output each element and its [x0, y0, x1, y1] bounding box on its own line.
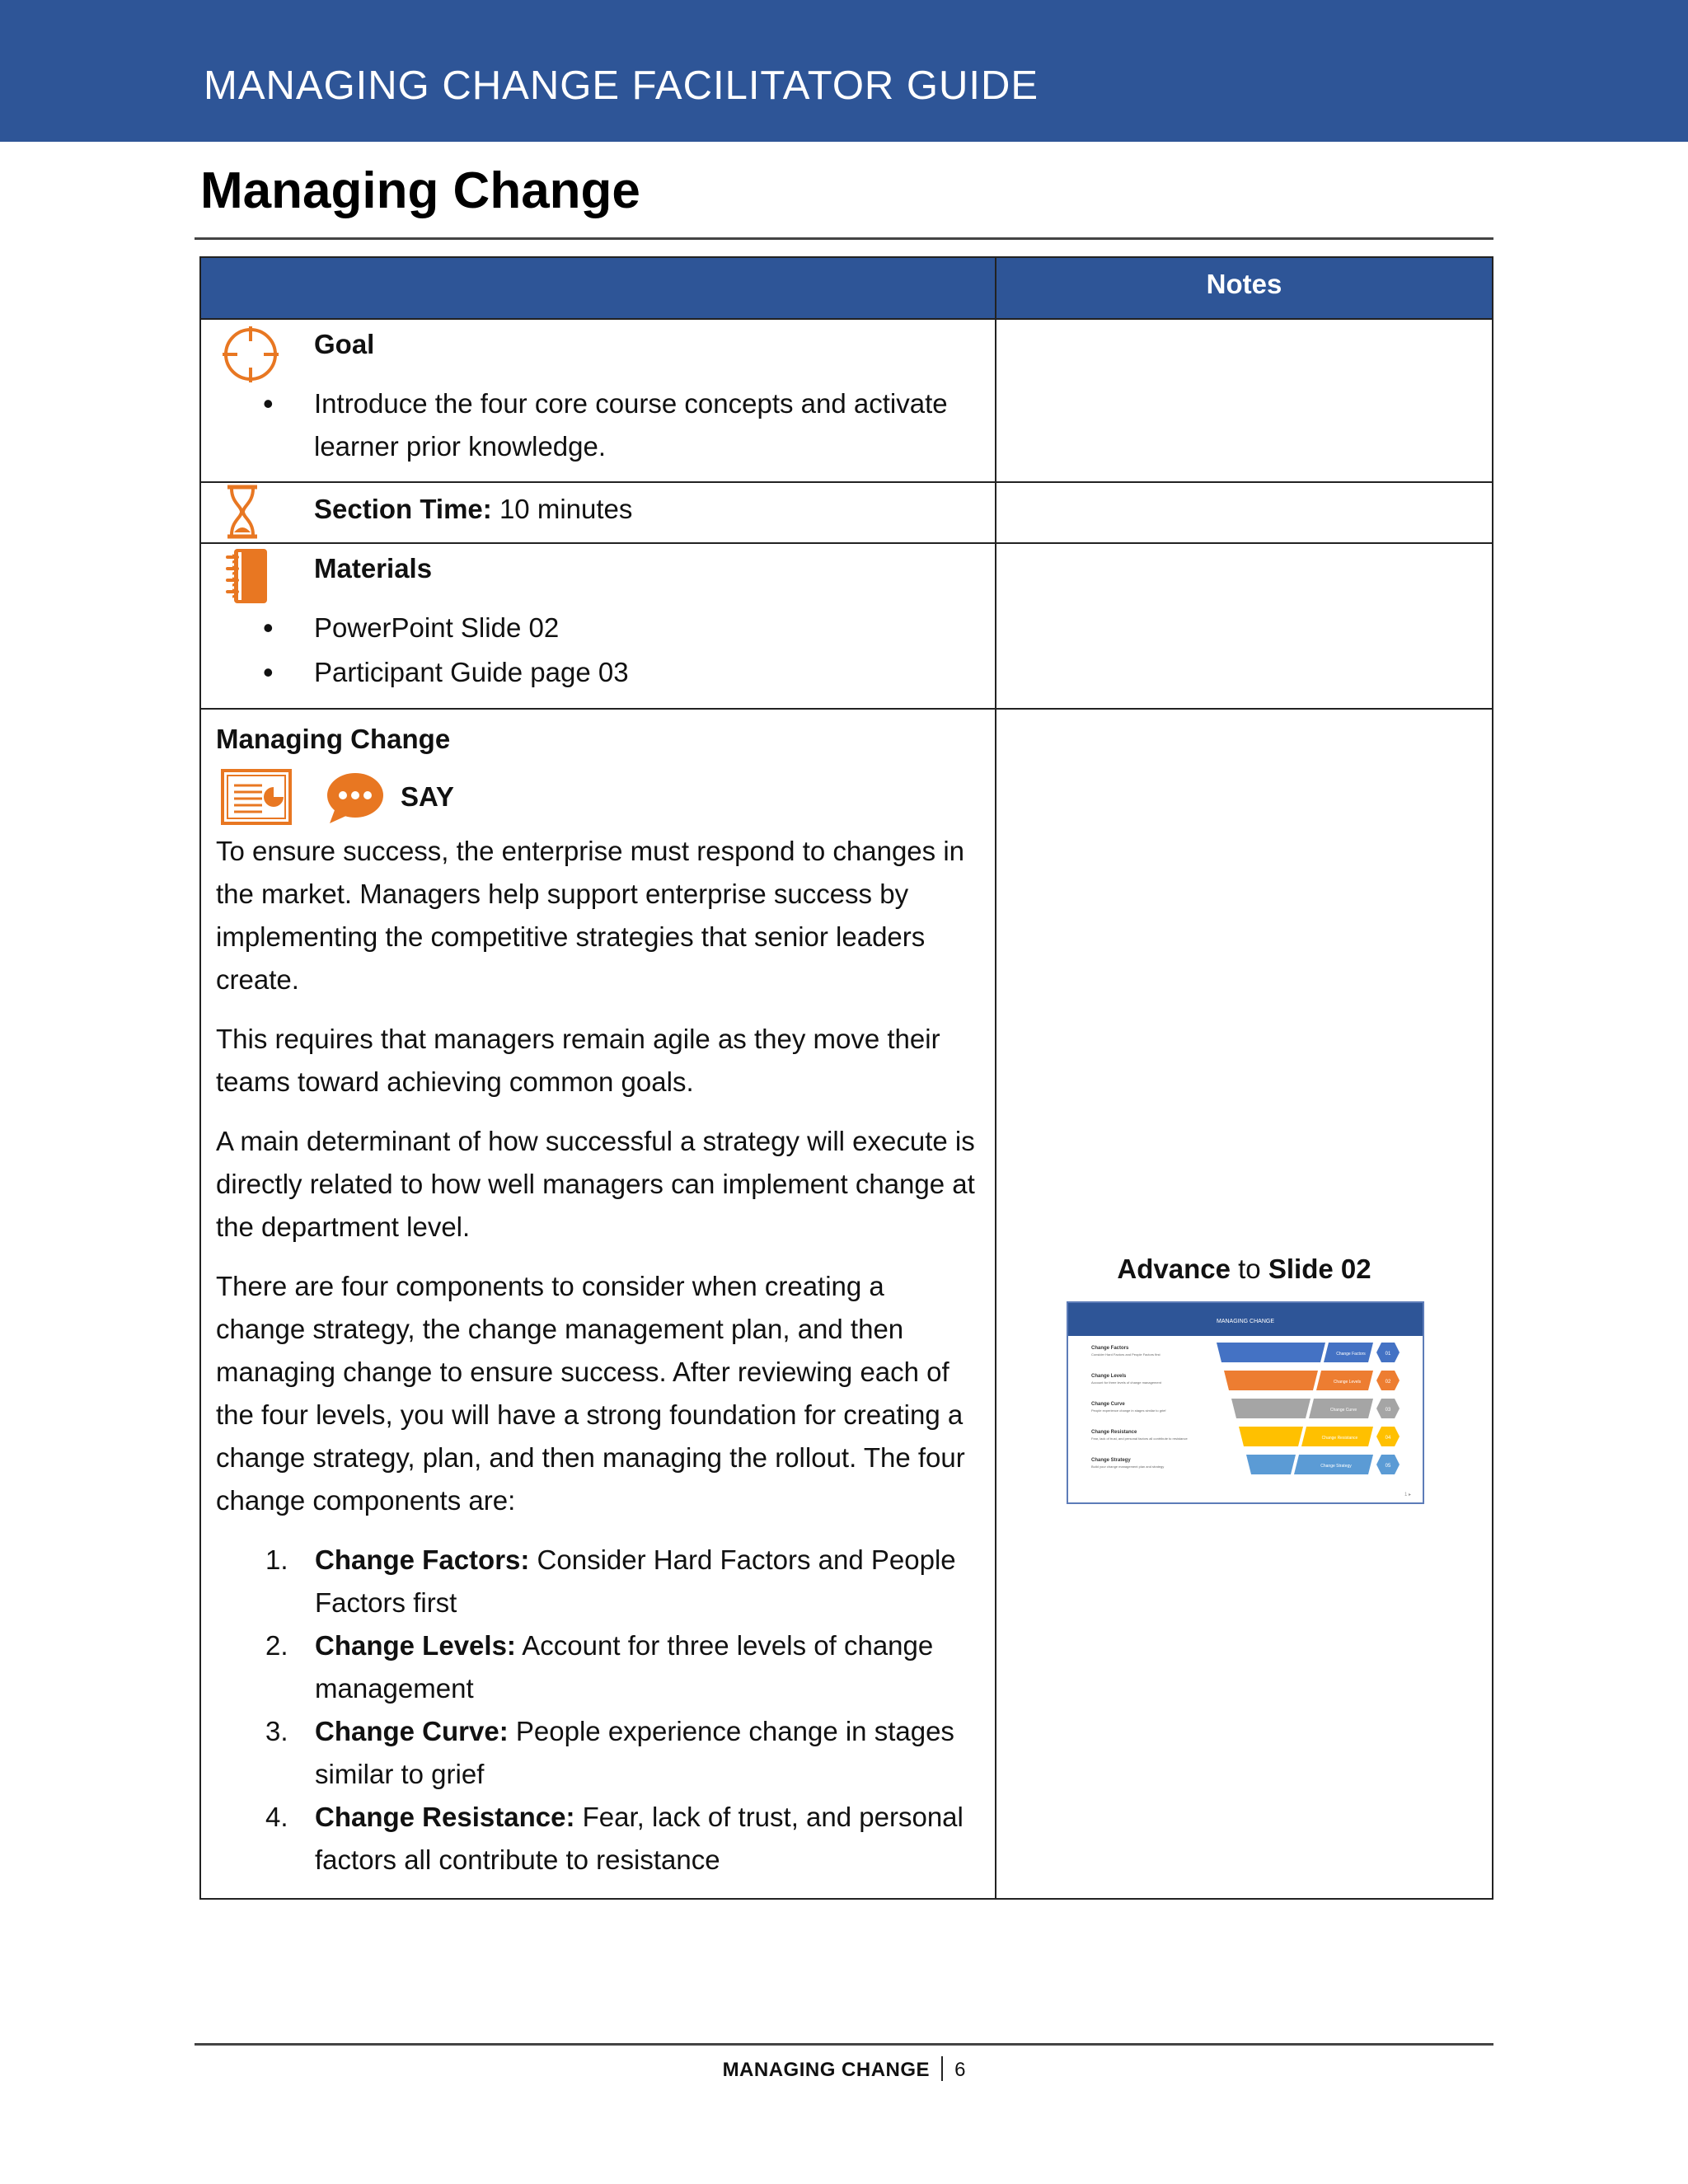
thumb-row-sub: Consider Hard Factors and People Factors first: [1091, 1352, 1160, 1357]
header-bar: [0, 0, 1688, 142]
section-time-value: 10 minutes: [499, 494, 633, 524]
list-term: Change Factors:: [315, 1544, 530, 1575]
goal-notes-cell: [996, 319, 1493, 482]
thumb-row-heading: Change Curve: [1091, 1402, 1125, 1407]
thumb-row-heading: Change Resistance: [1091, 1430, 1137, 1435]
heading-divider: [195, 237, 1493, 240]
content-title: Managing Change: [216, 724, 451, 754]
thumb-row-heading: Change Factors: [1091, 1346, 1129, 1351]
table-header-blank: [200, 257, 996, 319]
footer-separator: [941, 2056, 943, 2081]
say-label: SAY: [401, 781, 454, 812]
components-list: [216, 1539, 980, 1882]
materials-bullet: • Participant Guide page 03: [314, 651, 995, 694]
list-item: [265, 1796, 980, 1882]
paragraph: There are four components to consider when creating a change strategy, the change management plan, and then managing change to ensure success. After reviewing each of the four levels, you will have a strong foundation for creating a change strategy, plan, and then managing the rollout. The four change components are:: [216, 1271, 965, 1516]
materials-bullet: • PowerPoint Slide 02: [314, 607, 995, 649]
thumb-funnel-segment: [1217, 1343, 1325, 1362]
section-time-text: [201, 488, 995, 531]
thumb-row-sub: Build your change management plan and strategy: [1091, 1465, 1165, 1469]
slide-thumbnail: [1067, 1301, 1424, 1504]
advance-verb: Advance: [1117, 1254, 1231, 1284]
list-desc: Consider Hard Factors and People Factors first: [315, 1544, 956, 1618]
list-desc: Account for three levels of change management: [315, 1630, 934, 1704]
thumb-row-sub: People experience change in stages similar to grief: [1091, 1408, 1166, 1413]
goal-bullets: [201, 382, 995, 468]
thumb-row-label: Change Resistance: [1321, 1436, 1358, 1441]
section-time-row: [200, 482, 1493, 543]
paragraph: A main determinant of how successful a strategy will execute is directly related to how well managers can implement change at the department level.: [216, 1126, 975, 1242]
page-number: 6: [954, 2059, 966, 2081]
thumb-row-label: Change Factors: [1336, 1352, 1366, 1357]
thumb-row-heading: Change Strategy: [1091, 1458, 1131, 1463]
thumb-funnel-segment: [1224, 1371, 1318, 1390]
thumb-title: MANAGING CHANGE: [1216, 1319, 1275, 1324]
say-row: [216, 761, 980, 830]
header-title: MANAGING CHANGE FACILITATOR GUIDE: [204, 63, 1039, 108]
thumb-row-label: Change Levels: [1333, 1380, 1362, 1385]
goal-bullet: • Introduce the four core course concepts and activate learner prior knowledge.: [314, 382, 995, 468]
materials-bullets: [201, 607, 995, 694]
section-time-label: Section Time:: [314, 494, 492, 524]
list-term: Change Resistance:: [315, 1802, 575, 1832]
page-title: Managing Change: [200, 162, 640, 219]
content-cell: [200, 709, 996, 1899]
materials-notes-cell: [996, 543, 1493, 709]
hourglass-icon: [226, 485, 259, 551]
thumb-row-number: 04: [1385, 1436, 1391, 1441]
list-item: [265, 1624, 980, 1710]
content-row: [200, 709, 1493, 1899]
advance-slide: Slide 02: [1268, 1254, 1372, 1284]
footer: [0, 2056, 1688, 2082]
slide-thumbnail-graphic: [1068, 1303, 1423, 1502]
footer-divider: [195, 2043, 1493, 2046]
thumb-funnel-segment: [1239, 1427, 1303, 1446]
goal-row: [200, 319, 1493, 482]
content-notes-cell: [996, 709, 1493, 1899]
thumb-funnel-segment: [1231, 1399, 1311, 1418]
table-header-row: [200, 257, 1493, 319]
thumb-funnel-segment: [1246, 1455, 1296, 1474]
list-desc: People experience change in stages similar to grief: [315, 1716, 954, 1789]
thumb-row-number: 02: [1385, 1380, 1391, 1385]
list-term: Change Levels:: [315, 1630, 516, 1661]
thumb-row-number: 03: [1385, 1408, 1391, 1413]
speech-bubble-icon: [325, 771, 384, 837]
goal-cell: [200, 319, 996, 482]
list-number: 2.: [265, 1630, 288, 1661]
thumb-row-label: Change Strategy: [1320, 1464, 1352, 1469]
goal-label: Goal: [314, 329, 375, 359]
thumb-row-label: Change Curve: [1329, 1408, 1357, 1413]
list-desc: Fear, lack of trust, and personal factors all contribute to resistance: [315, 1802, 964, 1875]
thumb-row-heading: Change Levels: [1091, 1374, 1127, 1379]
notes-header: Notes: [996, 257, 1493, 319]
advance-instruction: [996, 1254, 1492, 1285]
facilitator-table: [199, 256, 1493, 1900]
paragraph: To ensure success, the enterprise must respond to changes in the market. Managers help support enterprise success by implementing the competitive strategies that senior leaders create.: [216, 836, 964, 995]
materials-row: [200, 543, 1493, 709]
svg-text:1 ▸: 1 ▸: [1404, 1493, 1412, 1497]
list-term: Change Curve:: [315, 1716, 509, 1746]
list-number: 3.: [265, 1716, 288, 1746]
advance-to: to: [1238, 1254, 1261, 1284]
materials-label: Materials: [314, 553, 433, 583]
thumb-row-number: 01: [1385, 1352, 1391, 1357]
list-number: 4.: [265, 1802, 288, 1832]
list-item: [265, 1710, 980, 1796]
thumb-row-number: 05: [1385, 1464, 1391, 1469]
thumb-row-sub: Fear, lack of trust, and personal factors all contribute to resistance: [1091, 1436, 1188, 1441]
list-item: [265, 1539, 980, 1624]
presentation-icon: [221, 769, 292, 837]
section-time-cell: [200, 482, 996, 543]
footer-section: MANAGING CHANGE: [722, 2059, 931, 2081]
section-time-notes-cell: [996, 482, 1493, 543]
thumb-row-sub: Account for three levels of change management: [1091, 1380, 1161, 1385]
materials-cell: [200, 543, 996, 709]
list-number: 1.: [265, 1544, 288, 1575]
paragraph: This requires that managers remain agile as they move their teams toward achieving common goals.: [216, 1024, 940, 1097]
